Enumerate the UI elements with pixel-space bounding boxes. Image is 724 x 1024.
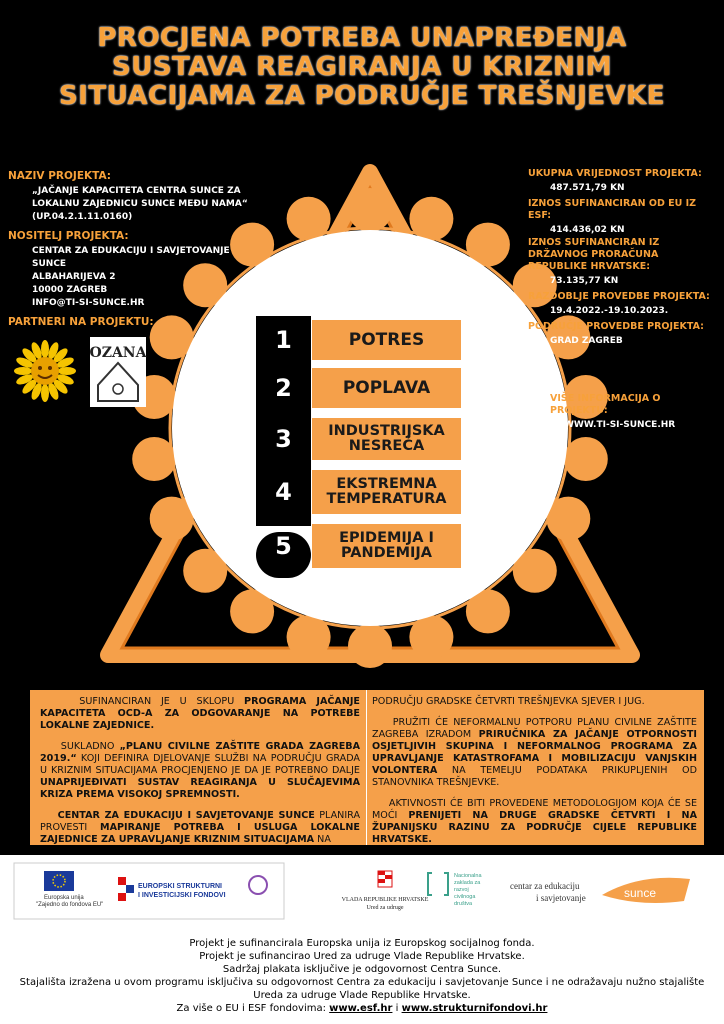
holder-line: SUNCE [32, 259, 67, 269]
risk-number: 1 [275, 326, 292, 354]
website-link[interactable]: WWW.TI-SI-SUNCE.HR [564, 420, 676, 430]
eu-label: IZNOS SUFINANCIRAN OD EU IZ ESF: [528, 198, 697, 221]
footer-line: Projekt je sufinancirala Europska unija iz Europskog socijalnog fonda. [189, 938, 535, 949]
sunflower-logo [14, 340, 76, 402]
poster-title: PROCJENA POTREBA UNAPREĐENJA SUSTAVA REAGIRANJA U KRIZNIM SITUACIJAMA ZA PODRUČJE TREŠNJEVKE [58, 23, 666, 111]
footer-line: Projekt je sufinancirao Ured za udruge Vlade Republike Hrvatske. [199, 951, 525, 962]
svg-text:društva: društva [454, 901, 473, 907]
svg-text:Nacionalna: Nacionalna [454, 873, 482, 879]
risk-item [256, 416, 461, 462]
state-value: 73.135,77 KN [550, 276, 619, 286]
svg-text:"Zajedno do fondova EU": "Zajedno do fondova EU" [36, 902, 104, 908]
area-label: PODRUČJE PROVEDBE PROJEKTA: [528, 321, 704, 332]
risk-label: POTRES [312, 320, 461, 360]
holder-line: 10000 ZAGREB [32, 285, 108, 295]
holder-line: CENTAR ZA EDUKACIJU I SAVJETOVANJE [32, 246, 230, 256]
holder-email[interactable]: INFO@TI-SI-SUNCE.HR [32, 298, 145, 308]
risk-label: INDUSTRIJSKA NESREĆA [312, 418, 461, 460]
holder-line: ALBAHARIJEVA 2 [32, 272, 116, 282]
total-value: 487.571,79 KN [550, 183, 625, 193]
right-info [528, 168, 718, 435]
state-label: IZNOS SUFINANCIRAN IZ DRŽAVNOG PRORAČUNA REPUBLIKE HRVATSKE: [528, 237, 660, 272]
left-info [8, 170, 278, 331]
footer [0, 937, 724, 1015]
eu-value: 414.436,02 KN [550, 225, 625, 235]
eu-flag-icon [44, 871, 74, 891]
description-right-column: PODRUČJU GRADSKE ČETVRTI TREŠNJEVKA SJEVER I JUG. PRUŽITI ĆE NEFORMALNU POTPORU PLANU CIVILNE ZAŠTITE ZAGREBA IZRADOM PRIRUČNIKA ZA JAČANJE OTPORNOSTI OSJETLJIVIH SKUPINA I NEFORMALNOG PROGRAMA ZA UPRAVLJANJE KATASTROFAMA I MOBILIZACIJU VANJSKIH VOLONTERA NA TEMELJU PODATAKA PRIKUPLJENIH OD STANOVNIKA TREŠNJEVKE. AKTIVNOSTI ĆE BITI PROVEDENE METODOLOGIJOM KOJA ĆE SE MOĆI PRENIJETI NA DRUGE GRADSKE ČETVRTI I NA ŽUPANIJSKU RAZINU ZA PODRUČJE CIJELE REPUBLIKE HRVATSKE. [372, 696, 698, 845]
svg-text:I INVESTICIJSKI FONDOVI: I INVESTICIJSKI FONDOVI [138, 892, 226, 899]
partner-logos [12, 335, 152, 410]
partners-label: PARTNERI NA PROJEKTU: [8, 316, 154, 328]
more-info-label: VIŠE INFORMACIJA O PROJEKTU: [550, 393, 661, 416]
ring-dot [348, 188, 392, 232]
funding-logos [0, 855, 724, 935]
risk-number: 5 [275, 532, 292, 560]
holder-label: NOSITELJ PROJEKTA: [8, 230, 129, 242]
risk-item [256, 522, 461, 570]
risk-number: 4 [275, 478, 292, 506]
svg-text:EUROPSKI STRUKTURNI: EUROPSKI STRUKTURNI [138, 883, 223, 890]
svg-text:Ured za udruge: Ured za udruge [366, 905, 404, 911]
svg-text:zaklada za: zaklada za [454, 880, 481, 886]
risk-number: 3 [275, 425, 292, 453]
strukturni-link[interactable]: www.strukturnifondovi.hr [401, 1003, 548, 1014]
project-name-label: NAZIV PROJEKTA: [8, 170, 112, 182]
risk-label: EPIDEMIJA I PANDEMIJA [312, 524, 461, 568]
risk-label: POPLAVA [312, 368, 461, 408]
footer-line: Za više o EU i ESF fondovima: www.esf.hr i www.strukturnifondovi.hr [176, 1003, 548, 1014]
svg-text:VLADA REPUBLIKE HRVATSKE: VLADA REPUBLIKE HRVATSKE [341, 897, 429, 903]
period-value: 19.4.2022.-19.10.2023. [550, 306, 669, 316]
risk-item [256, 366, 461, 410]
svg-text:centar za edukaciju: centar za edukaciju [510, 881, 580, 891]
risk-item [256, 468, 461, 516]
footer-line: Stajališta izražena u ovom programu isključiva su odgovornost Centra za edukaciju i savjetovanje Sunce i ne odražavaju nužno stajalište Ureda za udruge Vlade Republike Hrvatske. [19, 977, 705, 1001]
svg-text:sunce: sunce [624, 886, 657, 900]
description-box [30, 690, 704, 845]
column-divider [366, 690, 367, 845]
ozana-logo [90, 337, 148, 407]
zaklada-logo [428, 873, 482, 907]
period-label: RAZDOBLJE PROVEDBE PROJEKTA: [528, 291, 710, 302]
risk-label: EKSTREMNA TEMPERATURA [312, 470, 461, 514]
total-label: UKUPNA VRIJEDNOST PROJEKTA: [528, 168, 702, 179]
svg-text:civilnoga: civilnoga [454, 894, 476, 900]
description-left-column: SUFINANCIRAN JE U SKLOPU PROGRAMA JAČANJE KAPACITETA OCD-A ZA ODGOVARANJE NA POTREBE LOKALNE ZAJEDNICE. SUKLADNO „PLANU CIVILNE ZAŠTITE GRADA ZAGREBA 2019.“ KOJI DEFINIRA DJELOVANJE SLUŽBI NA PODRUČJU GRADA U KRIZNIM SITUACIJAMA PROCJENJENO JE DA JE POTREBNO DALJE UNAPRIJEĐIVATI SUSTAV REAGIRANJA U SLUČAJEVIMA KRIZA PREMA VISOKOJ SPREMNOSTI. CENTAR ZA EDUKACIJU I SAVJETOVANJE SUNCE PLANIRA PROVESTI MAPIRANJE POTREBA I USLUGA LOKALNE ZAJEDNICE ZA UPRAVLJANJE KRIZNIM SITUACIJAMA NA [40, 696, 361, 845]
footer-line: Sadržaj plakata isključive je odgovornost Centra Sunce. [222, 964, 502, 975]
ring-dot [348, 624, 392, 668]
esf-link[interactable]: www.esf.hr [329, 1003, 393, 1014]
svg-text:razvoj: razvoj [454, 887, 469, 893]
area-value: GRAD ZAGREB [550, 336, 623, 346]
risk-number: 2 [275, 374, 292, 402]
ozana-text: OZANA [89, 345, 147, 361]
sunce-logo [602, 878, 690, 903]
svg-text:i savjetovanje: i savjetovanje [536, 893, 586, 903]
croatia-coat-of-arms-icon [378, 871, 392, 887]
project-name-value: „JAČANJE KAPACITETA CENTRA SUNCE ZA LOKALNU ZAJEDNICU SUNCE MEĐU NAMA“ (UP.04.2.1.11.0160) [32, 186, 248, 222]
svg-text:Europska unija: Europska unija [44, 895, 84, 901]
risk-item [256, 318, 461, 362]
